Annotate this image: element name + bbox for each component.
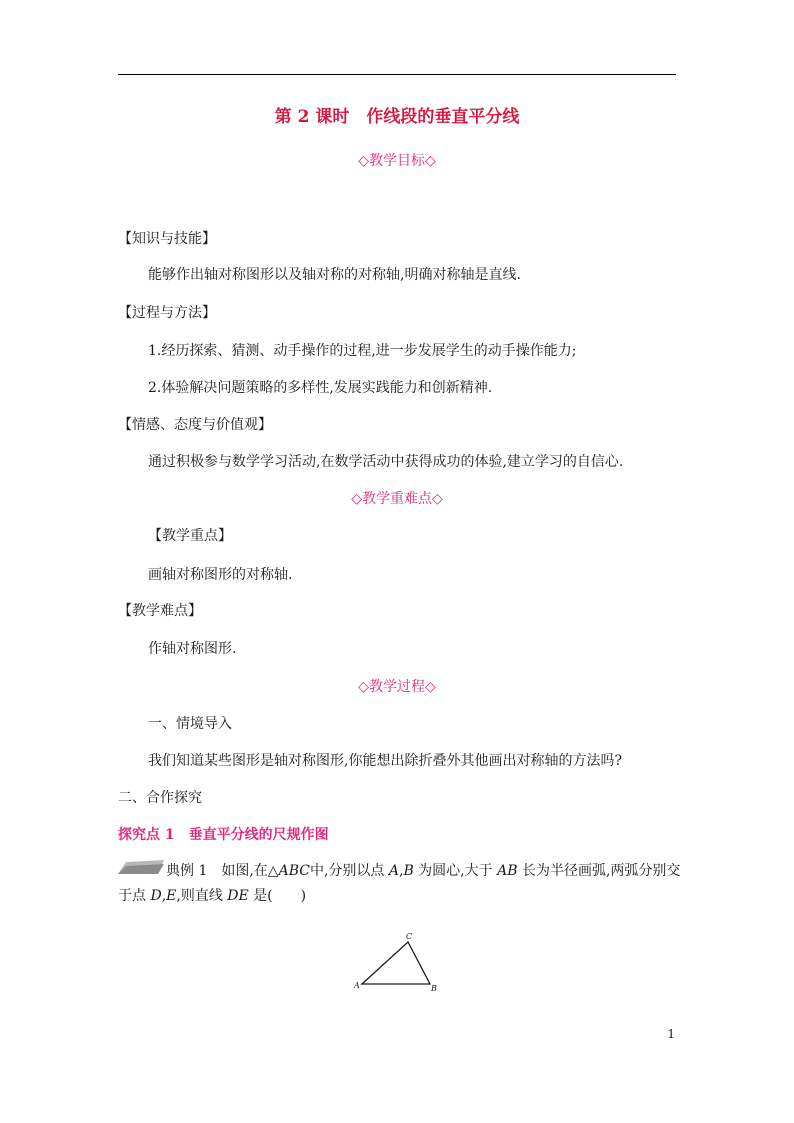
- method-item-2: 2.体验解决问题策略的多样性,发展实践能力和创新精神.: [148, 380, 493, 396]
- attitude-text: 通过积极参与数学学习活动,在数学活动中获得成功的体验,建立学习的自信心.: [148, 454, 624, 470]
- difficulty-text: 作轴对称图形.: [148, 641, 237, 657]
- example-var: DE: [227, 888, 249, 904]
- example-text: ,则直线: [176, 888, 228, 904]
- example-text: 是( ): [248, 888, 307, 904]
- explore-point-1: 探究点 1 垂直平分线的尺规作图: [118, 827, 329, 843]
- example-text: 长为半径画弧,两弧分别交: [517, 863, 681, 879]
- intro-heading: 一、情境导入: [148, 716, 232, 732]
- example-line-1: [166, 862, 680, 880]
- attitude-heading: 【情感、态度与价值观】: [118, 417, 272, 433]
- example-label: 典例 1: [166, 863, 208, 879]
- example-text: ,: [161, 888, 167, 904]
- knowledge-text: 能够作出轴对称图形以及轴对称的对称轴,明确对称轴是直线.: [148, 267, 521, 283]
- example-var: A: [388, 863, 399, 879]
- example-text: 中,分别以点: [309, 863, 389, 879]
- example-var: ABC: [278, 863, 310, 879]
- method-heading: 【过程与方法】: [118, 305, 216, 321]
- page-number: 1: [667, 1027, 675, 1041]
- example-text: 为圆心,大于: [413, 863, 498, 879]
- vertex-label-b: B: [431, 984, 437, 993]
- intro-text: 我们知道某些图形是轴对称图形,你能想出除折叠外其他画出对称轴的方法吗?: [148, 753, 622, 769]
- knowledge-heading: 【知识与技能】: [118, 231, 216, 247]
- triangle-abc: [362, 942, 430, 984]
- header-rule: [118, 74, 676, 75]
- triangle-figure: [350, 928, 450, 996]
- example-text: 于点: [118, 888, 151, 904]
- section-key-points: ◇教学重难点◇: [351, 491, 443, 507]
- focus-text: 画轴对称图形的对称轴.: [148, 567, 293, 583]
- example-badge-icon: [118, 860, 164, 874]
- focus-heading: 【教学重点】: [148, 528, 232, 544]
- example-var: AB: [497, 863, 518, 879]
- explore-heading: 二、合作探究: [118, 790, 202, 806]
- section-objectives: ◇教学目标◇: [358, 153, 436, 169]
- example-text: 如图,在△: [207, 863, 279, 879]
- section-process: ◇教学过程◇: [358, 679, 436, 695]
- example-line-2: [118, 887, 306, 905]
- vertex-label-a: A: [354, 981, 360, 990]
- vertex-label-c: C: [406, 932, 413, 941]
- page-title: 第 2 课时 作线段的垂直平分线: [274, 107, 520, 127]
- method-item-1: 1.经历探索、猜测、动手操作的过程,进一步发展学生的动手操作能力;: [148, 343, 577, 359]
- example-var: E: [166, 888, 177, 904]
- example-text: ,: [398, 863, 404, 879]
- example-var: B: [403, 863, 414, 879]
- difficulty-heading: 【教学难点】: [118, 603, 202, 619]
- example-var: D: [150, 888, 162, 904]
